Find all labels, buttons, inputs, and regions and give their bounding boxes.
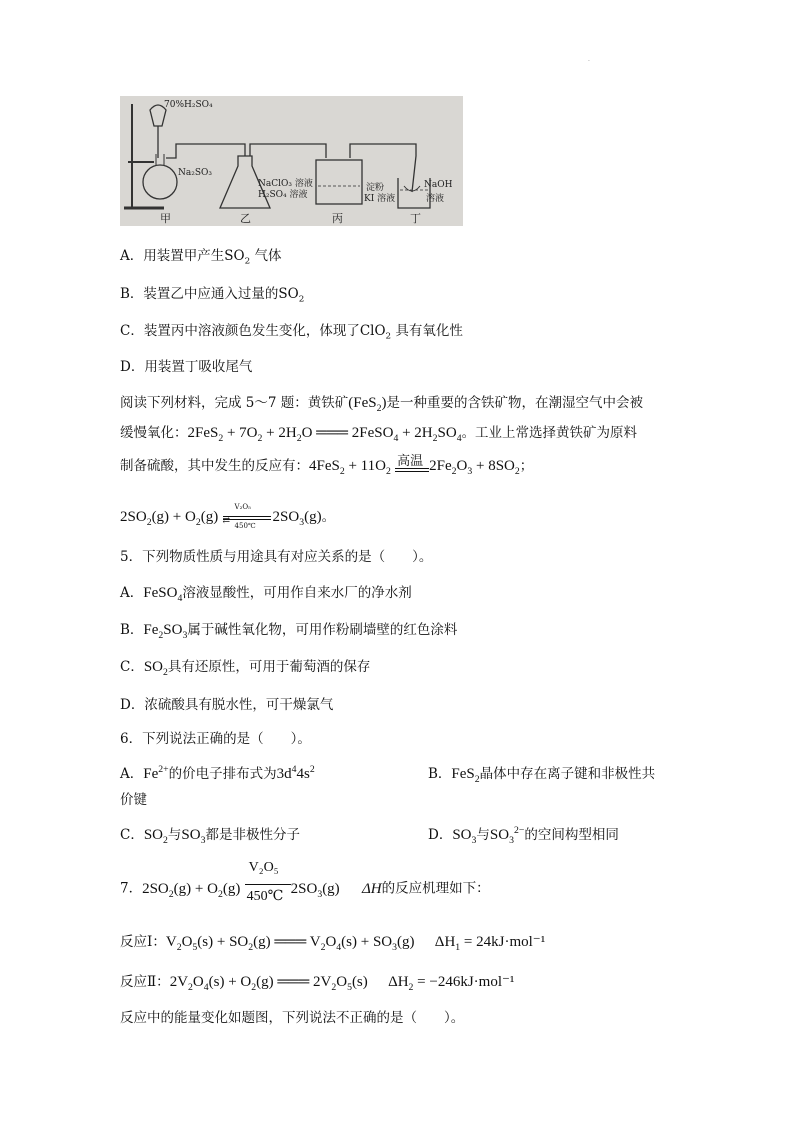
label-ding: 丁 [410,212,421,225]
q4-option-a: A．用装置甲产生$SO_2$ 气体 [120,248,282,267]
label-flask-b-2: H₂SO₄ 溶液 [258,190,308,200]
passage-line-4: $2SO_2(g) + O_2(g)$ V₂O₅ ⇄ 450℃ $2SO_3(g)$。 [120,502,336,530]
apparatus-figure [120,96,463,226]
q4-option-d: D．用装置丁吸收尾气 [120,359,253,375]
q5-option-a: A．FeSO$_4$溶液显酸性，可用作自来水厂的净水剂 [120,585,412,604]
label-flask-c-1: 淀粉 [366,183,385,193]
apparatus-drawing [120,96,463,226]
label-flask-c-2: KI 溶液 [364,194,396,204]
q7-tail: 反应中的能量变化如题图，下列说法不正确的是（ ）。 [120,1010,465,1026]
q6-stem: 6．下列说法正确的是（ ）。 [120,731,311,747]
q7-temp: 450℃ [246,889,284,904]
q6-option-b: B．FeS$_2$晶体中存在离子键和非极性共 [428,766,656,785]
q7-catalyst: V₂O₅ [248,860,279,875]
passage-line-3: 制备硫酸，其中发生的反应有：$4FeS_2 + 11O_2$ 高温 $2Fe_2O_3 + 8SO_2$； [120,454,533,478]
label-acid: 70%H₂SO₄ [164,100,213,110]
label-beaker-2: 溶液 [426,194,445,204]
q6-option-b-cont: 价键 [120,792,147,808]
q6-option-d: D．$SO_3$与$SO_3^{2-}$的空间构型相同 [428,825,619,846]
condition-high-temp: 高温 [397,453,424,469]
q5-option-b: B．$Fe_2SO_3$属于碱性氧化物，可用作粉刷墙壁的红色涂料 [120,622,458,641]
q5-option-c: C．$SO_2$具有还原性，可用于葡萄酒的保存 [120,659,371,678]
q5-stem: 5．下列物质性质与用途具有对应关系的是（ ）。 [120,549,433,565]
q7-stem: 7．$2SO_2(g) + O_2(g)$ $\frac{\text{V₂O₅}}{450℃}$ $2SO_3(g)$ ΔH的反应机理如下： [120,860,490,904]
label-beaker-1: NaOH [424,180,453,190]
q4-option-c: C．装置丙中溶液颜色发生变化，体现了ClO$_2$ 具有氧化性 [120,323,463,342]
passage-line-1: 阅读下列材料，完成 5～7 题：黄铁矿(FeS$_2$)是一种重要的含铁矿物，在潮湿空气中会被 [120,395,643,414]
label-bing: 丙 [332,212,343,225]
label-sulfite: Na₂SO₃ [178,168,213,178]
label-yi: 乙 [240,212,251,225]
label-jia: 甲 [160,212,171,225]
condition-catalyst-small: V₂O₅ [234,502,251,511]
q5-option-d: D．浓硫酸具有脱水性，可干燥氯气 [120,697,334,713]
page-mark: · [588,58,590,65]
q6-option-c: C．$SO_2$与$SO_3$都是非极性分子 [120,827,300,846]
condition-temp-small: 450℃ [234,521,256,530]
q7-reaction-1: 反应Ⅰ：$V_2O_5(s) + SO_2(g)$ ═══ $V_2O_4(s) + SO_3(g) \Delta H_1 = 24kJ\cdot mol^{-1}$ [120,934,546,953]
passage-line-2: 缓慢氧化：$2FeS_2 + 7O_2 + 2H_2O$ ═══ 2FeSO$_4$ + $2H_2SO_4$。工业上常选择黄铁矿为原料 [120,425,638,444]
q4-option-b: B．装置乙中应通入过量的$SO_2$ [120,286,305,305]
label-flask-b-1: NaClO₃ 溶液 [258,179,313,189]
q6-option-a: A．$Fe^{2+}$的价电子排布式为$3d^44s^2$ [120,764,315,782]
q7-reaction-2: 反应Ⅱ：$2V_2O_4(s) + O_2(g)$ ═══ $2V_2O_5(s) \Delta H_2 = -246kJ\cdot mol^{-1}$ [120,974,515,993]
